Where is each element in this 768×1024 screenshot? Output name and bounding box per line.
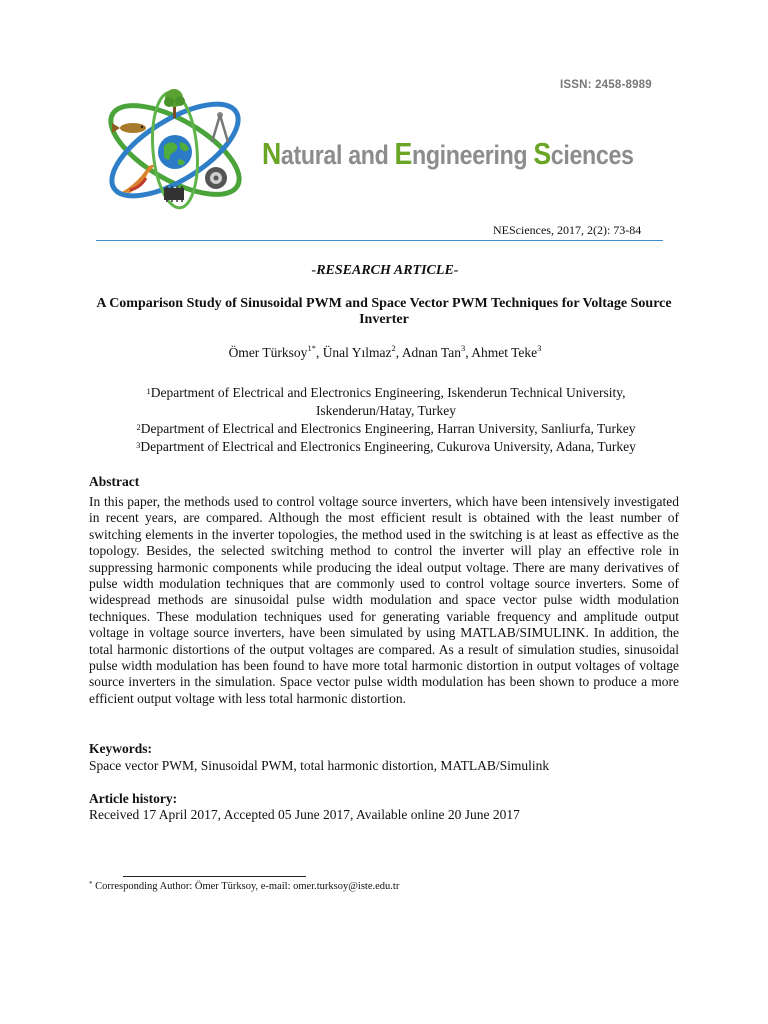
author-name: Ahmet Teke	[471, 345, 538, 360]
author-list	[80, 345, 690, 361]
affiliation-text: Department of Electrical and Electronics Engineering, Cukurova University, Adana, Turkey	[140, 439, 636, 454]
author-sup: 1*	[307, 343, 316, 353]
author-name: Ünal Yılmaz	[322, 345, 392, 360]
journal-name-part: ciences	[550, 140, 634, 170]
journal-logo	[100, 80, 250, 220]
author-sup: 3	[460, 343, 466, 353]
keywords-text: Space vector PWM, Sinusoidal PWM, total harmonic distortion, MATLAB/Simulink	[89, 758, 550, 773]
author-name: Ömer Türksoy	[228, 345, 308, 360]
author-sup: 3	[537, 343, 542, 353]
issn-label: ISSN: 2458-8989	[560, 79, 652, 91]
affiliation-3	[100, 438, 672, 456]
affiliation-1-cont: Iskenderun/Hatay, Turkey	[315, 403, 457, 418]
affiliations	[100, 384, 672, 456]
article-type: -RESEARCH ARTICLE-	[311, 263, 459, 278]
fish-icon	[112, 123, 146, 133]
affiliation-sup: 3	[136, 440, 141, 450]
bird-icon	[122, 165, 154, 193]
author-sup: 2	[391, 343, 396, 353]
citation: NESciences, 2017, 2(2): 73-84	[493, 223, 642, 237]
paper-title: A Comparison Study of Sinusoidal PWM and Space Vector PWM Techniques for Voltage Source Inverter	[96, 296, 672, 327]
affiliation-sup: 1	[146, 386, 151, 396]
abstract-heading: Abstract	[89, 474, 140, 489]
journal-name-part: S	[533, 136, 551, 171]
footnote-mark: *	[89, 880, 93, 888]
author-sep: ,	[465, 345, 472, 360]
affiliation-text: Department of Electrical and Electronics Engineering, Harran University, Sanliurfa, Turkey	[140, 421, 636, 436]
author-sep: ,	[395, 345, 402, 360]
abstract-text: In this paper, the methods used to control voltage source inverters, which have been intensively investigated in recent years, are compared. Although the most efficient result is obtained with the least number of switching elements in the inverter topologies, the method used in the switching is at least as effective as the topology. Besides, the selected switching method to control the inverter will play an effective role in suppressing harmonic components while producing the ideal output voltage. There are many derivatives of pulse width modulation techniques that are commonly used to control voltage source inverters. Some of widespread methods are sinusoidal pulse width modulation and space vector pulse width modulation techniques. These modulation techniques used for generating variable frequency and amplitude output voltage in voltage source inverters, have been simulated by using MATLAB/SIMULINK. In addition, the total harmonic distortions of the output voltages are compared. As a result of simulation studies, sinusoidal pulse width modulation has been found to have more total harmonic distortion in output voltages of voltage source inverters in the simulation. Space vector pulse width modulation has been shown to produce a more efficient output voltage with less total harmonic distortion.	[89, 494, 679, 706]
footnote	[89, 881, 399, 892]
journal-name-part: ngineering	[412, 140, 534, 170]
journal-name-part: N	[262, 136, 281, 171]
header-rule	[96, 240, 663, 241]
history-text: Received 17 April 2017, Accepted 05 June 2017, Available online 20 June 2017	[89, 807, 520, 822]
affiliation-2	[100, 420, 672, 438]
journal-name-part: atural and	[280, 140, 395, 170]
journal-name	[262, 136, 634, 172]
gear-icon	[205, 167, 227, 189]
keywords-heading: Keywords:	[89, 741, 152, 756]
author-sep: ,	[315, 345, 323, 360]
affiliation-sup: 2	[136, 422, 141, 432]
footnote-rule	[123, 876, 306, 877]
affiliation-1	[100, 384, 672, 402]
journal-name-part: E	[394, 136, 413, 171]
history-heading: Article history:	[89, 791, 178, 806]
footnote-text: Corresponding Author: Ömer Türksoy, e-mail: omer.turksoy@iste.edu.tr	[92, 881, 400, 892]
compass-icon	[212, 112, 228, 142]
affiliation-text: Department of Electrical and Electronics Engineering, Iskenderun Technical University,	[150, 385, 626, 400]
globe-icon	[158, 135, 192, 169]
author-name: Adnan Tan	[401, 345, 461, 360]
chip-icon	[164, 186, 184, 202]
